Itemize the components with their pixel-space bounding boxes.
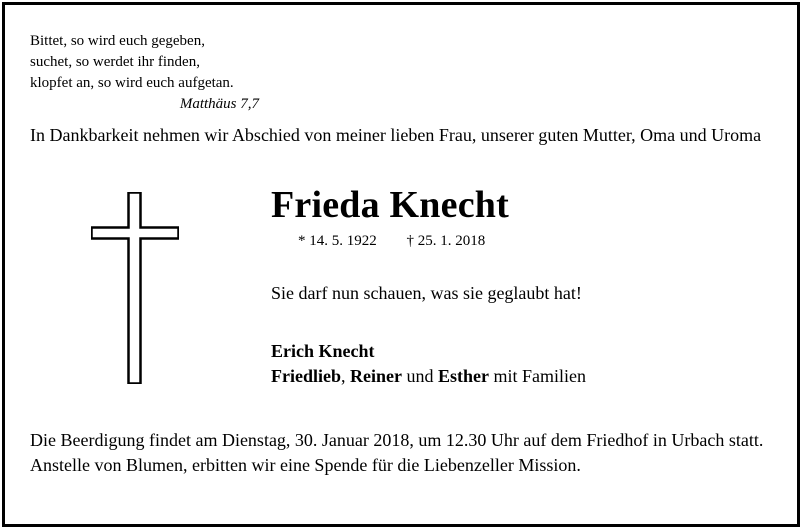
mourner-name: Reiner [350, 366, 402, 386]
birth-date: * 14. 5. 1922 [298, 233, 377, 249]
separator: , [341, 366, 350, 386]
intro-text: In Dankbarkeit nehmen wir Abschied von meiner lieben Frau, unserer guten Mutter, Oma und Uroma [30, 125, 762, 145]
verse-reference: Matthäus 7,7 [179, 96, 259, 112]
death-date: † 25. 1. 2018 [406, 233, 486, 249]
funeral-info: Die Beerdigung findet am Dienstag, 30. Januar 2018, um 12.30 Uhr auf dem Friedhof in Urbach statt. [30, 430, 764, 450]
funeral-notice [30, 428, 775, 478]
bible-verse [30, 31, 259, 115]
verse-line: Bittet, so wird euch gegeben, [30, 33, 205, 49]
mourner-name: Esther [437, 366, 489, 386]
mourner-suffix: mit Familien [488, 366, 586, 386]
separator: und [401, 366, 438, 386]
mourners [271, 339, 586, 389]
life-dates [298, 233, 485, 250]
verse-line: klopfet an, so wird euch aufgetan. [30, 75, 234, 91]
mourner-children-line [271, 364, 586, 389]
verse-line: suchet, so werdet ihr finden, [30, 54, 200, 70]
donation-info: Anstelle von Blumen, erbitten wir eine Spende für die Liebenzeller Mission. [30, 455, 581, 475]
deceased-name: Frieda Knecht [271, 184, 509, 226]
mourner-spouse: Erich Knecht [271, 341, 375, 361]
memorial-quote: Sie darf nun schauen, was sie geglaubt hat! [271, 283, 582, 303]
mourner-name: Friedlieb [271, 366, 341, 386]
cross-icon [91, 192, 179, 384]
